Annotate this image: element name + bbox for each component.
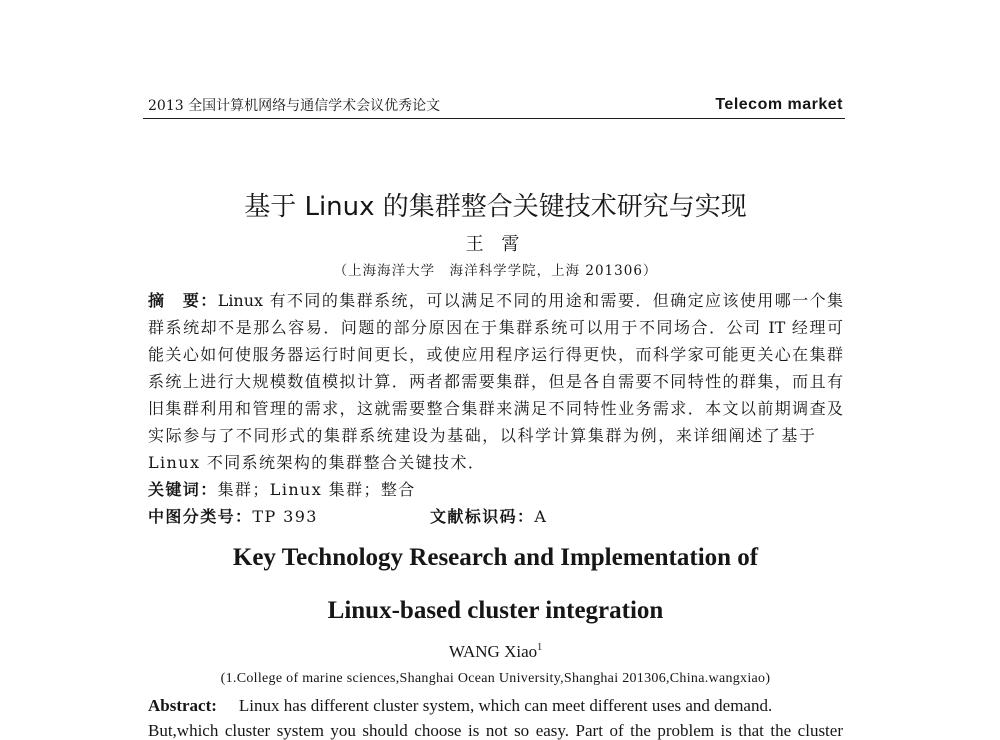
english-title-line-1: Key Technology Research and Implementation of — [232, 544, 759, 571]
chinese-abstract-text-1: Linux 有不同的集群系统，可以满足不同的用途和需要．但确定应该使用哪一个集 — [217, 291, 843, 310]
chinese-keywords: 集群；Linux 集群；整合 — [217, 480, 416, 499]
classification-line — [148, 503, 843, 530]
english-abstract-line-2 — [148, 722, 843, 739]
english-author — [148, 641, 843, 663]
chinese-abstract-label: 摘 要： — [148, 291, 218, 310]
chinese-title: 基于 Linux 的集群整合关键技术研究与实现 — [244, 192, 747, 222]
chinese-abstract-text-3: 能关心如何使服务器运行时间更长，或使应用程序运行得更快，而科学家可能更关心在集群 — [148, 345, 843, 364]
chinese-abstract-block — [148, 287, 843, 530]
chinese-abstract-line-1 — [148, 287, 843, 314]
running-header-conference: 2013 全国计算机网络与通信学术会议优秀论文 — [148, 98, 441, 114]
chinese-affiliation: （上海海洋大学 海洋科学学院，上海 201306） — [333, 263, 658, 279]
chinese-abstract-text-2: 群系统却不是那么容易．问题的部分原因在于集群系统可以用于不同场合．公司 IT 经理可 — [148, 318, 843, 337]
clc-label: 中图分类号： — [148, 507, 253, 526]
chinese-keywords-label: 关键词： — [148, 480, 218, 499]
english-abstract-text-2: But,which cluster system you should choose is not so easy. Part of the problem is that the cluster — [148, 721, 843, 740]
chinese-abstract-line-6 — [148, 422, 815, 449]
chinese-keywords-line — [148, 476, 843, 503]
english-abstract-text-1: Linux has different cluster system, which can meet different uses and demand. — [238, 696, 773, 715]
chinese-abstract-text-6: 实际参与了不同形式的集群系统建设为基础，以科学计算集群为例，来详细阐述了基于 — [148, 426, 815, 445]
clc-number: TP 393 — [252, 507, 318, 526]
chinese-abstract-line-5 — [148, 395, 843, 422]
english-author-name: WANG Xiao — [448, 642, 538, 661]
english-affiliation: (1.College of marine sciences,Shanghai Ocean University,Shanghai 201306,China.wangxiao) — [220, 671, 771, 686]
chinese-abstract-line-7 — [148, 449, 843, 476]
clc-group — [148, 503, 430, 530]
english-title-line-2: Linux-based cluster integration — [327, 597, 664, 624]
chinese-abstract-text-7: Linux 不同系统架构的集群整合关键技术． — [148, 453, 486, 472]
running-header-section: Telecom market — [715, 96, 843, 113]
header-rule — [143, 118, 845, 119]
doc-code-label: 文献标识码： — [430, 507, 535, 526]
english-abstract-label: Abstract: — [148, 696, 217, 715]
chinese-abstract-text-5: 旧集群利用和管理的需求，这就需要整合集群来满足不同特性业务需求．本文以前期调查及 — [148, 399, 843, 418]
author-affiliation-mark: 1 — [537, 642, 543, 653]
english-abstract-line-1 — [148, 696, 772, 716]
doc-code-group — [430, 507, 547, 526]
chinese-abstract-line-2 — [148, 314, 843, 341]
chinese-abstract-text-4: 系统上进行大规模数值模拟计算．两者都需要集群，但是各自需要不同特性的群集，而且有 — [148, 372, 843, 391]
chinese-abstract-line-3 — [148, 341, 843, 368]
doc-code: A — [534, 507, 548, 526]
chinese-author: 王 霄 — [465, 234, 526, 255]
chinese-abstract-line-4 — [148, 368, 843, 395]
